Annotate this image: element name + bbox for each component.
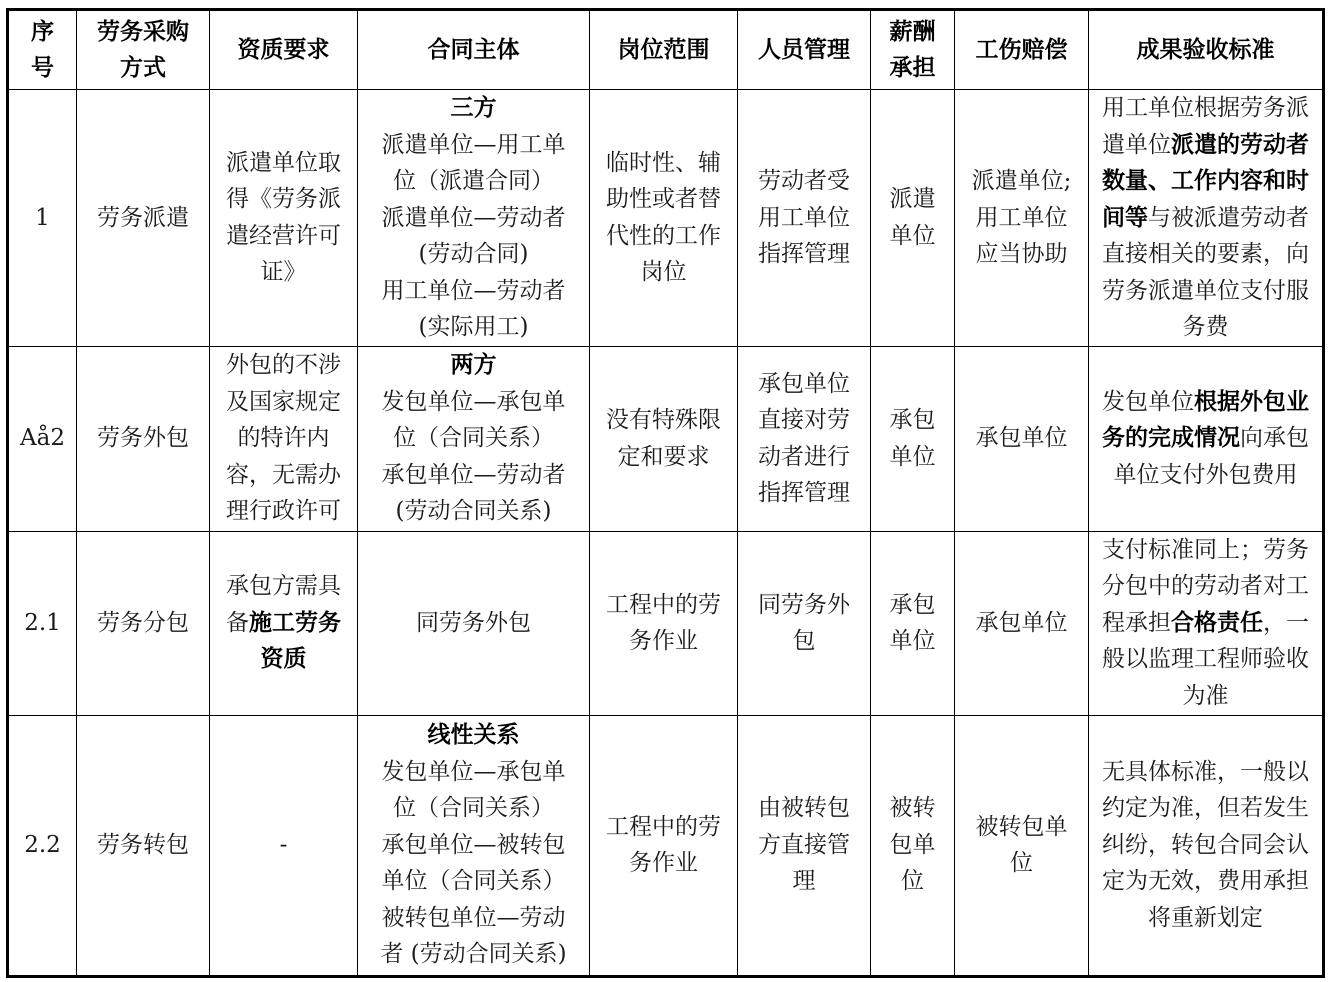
header-row [8,10,1324,90]
cell-mode: 劳务转包 [77,715,210,976]
cell-mode: 劳务外包 [77,346,210,531]
table-row [8,346,1324,531]
cell-injury: 承包单位 [955,531,1089,715]
header-contract: 合同主体 [358,10,590,90]
header-acceptance: 成果验收标准 [1089,10,1324,90]
cell-management: 劳动者受 用工单位 指挥管理 [738,90,871,347]
cell-acceptance: 发包单位根据外包业务的完成情况向承包单位支付外包费用 [1089,346,1324,531]
cell-qualification: 外包的不涉 及国家规定 的特许内 容，无需办 理行政许可 [210,346,358,531]
contract-title: 三方 [450,94,497,121]
cell-management: 由被转包 方直接管 理 [738,715,871,976]
cell-salary: 承包 单位 [871,531,955,715]
cell-salary: 被转 包单 位 [871,715,955,976]
table-row [8,90,1324,347]
header-injury: 工伤赔偿 [955,10,1089,90]
cell-injury: 派遣单位; 用工单位 应当协助 [955,90,1089,347]
header-qualification: 资质要求 [210,10,358,90]
header-no: 序 号 [8,10,77,90]
labor-procurement-table [6,8,1325,978]
cell-contract: 线性关系 发包单位—承包单 位（合同关系） 承包单位—被转包 单位（合同关系） 被转包单位—劳动 者 (劳动合同关系) [358,715,590,976]
header-salary: 薪酬 承担 [871,10,955,90]
cell-contract: 同劳务外包 [358,531,590,715]
header-mode: 劳务采购 方式 [77,10,210,90]
cell-no: 2.1 [8,531,77,715]
cell-salary: 派遣 单位 [871,90,955,347]
cell-scope: 没有特殊限 定和要求 [590,346,738,531]
cell-acceptance: 无具体标准，一般以 约定为准，但若发生 纠纷，转包合同会认 定为无效，费用承担 将重新划定 [1089,715,1324,976]
cell-qualification: 承包方需具备施工劳务资质 [210,531,358,715]
cell-scope: 工程中的劳 务作业 [590,715,738,976]
table-row [8,715,1324,976]
cell-qualification: 派遣单位取 得《劳务派 遣经营许可 证》 [210,90,358,347]
cell-scope: 工程中的劳 务作业 [590,531,738,715]
header-scope: 岗位范围 [590,10,738,90]
table-row [8,531,1324,715]
cell-salary: 承包 单位 [871,346,955,531]
cell-contract: 三方 派遣单位—用工单 位（派遣合同） 派遣单位—劳动者 (劳动合同) 用工单位—劳动者 (实际用工) [358,90,590,347]
cell-no: 1 [8,90,77,347]
cell-acceptance: 支付标准同上；劳务分包中的劳动者对工程承担合格责任，一般以监理工程师验收为准 [1089,531,1324,715]
cell-no: 2.2 [8,715,77,976]
cell-injury: 被转包单 位 [955,715,1089,976]
contract-title: 线性关系 [427,721,520,749]
cell-acceptance: 用工单位根据劳务派遣单位派遣的劳动者数量、工作内容和时间等与被派遣劳动者直接相关的要素，向劳务派遣单位支付服务费 [1089,90,1324,347]
cell-mode: 劳务派遣 [77,90,210,347]
cell-management: 同劳务外 包 [738,531,871,715]
cell-scope: 临时性、辅 助性或者替 代性的工作 岗位 [590,90,738,347]
cell-mode: 劳务分包 [77,531,210,715]
cell-management: 承包单位 直接对劳 动者进行 指挥管理 [738,346,871,531]
header-management: 人员管理 [738,10,871,90]
contract-title: 两方 [450,351,497,379]
cell-contract: 两方 发包单位—承包单 位（合同关系） 承包单位—劳动者 (劳动合同关系) [358,346,590,531]
cell-qualification: - [210,715,358,976]
cell-no: Aå2 [8,346,77,531]
cell-injury: 承包单位 [955,346,1089,531]
